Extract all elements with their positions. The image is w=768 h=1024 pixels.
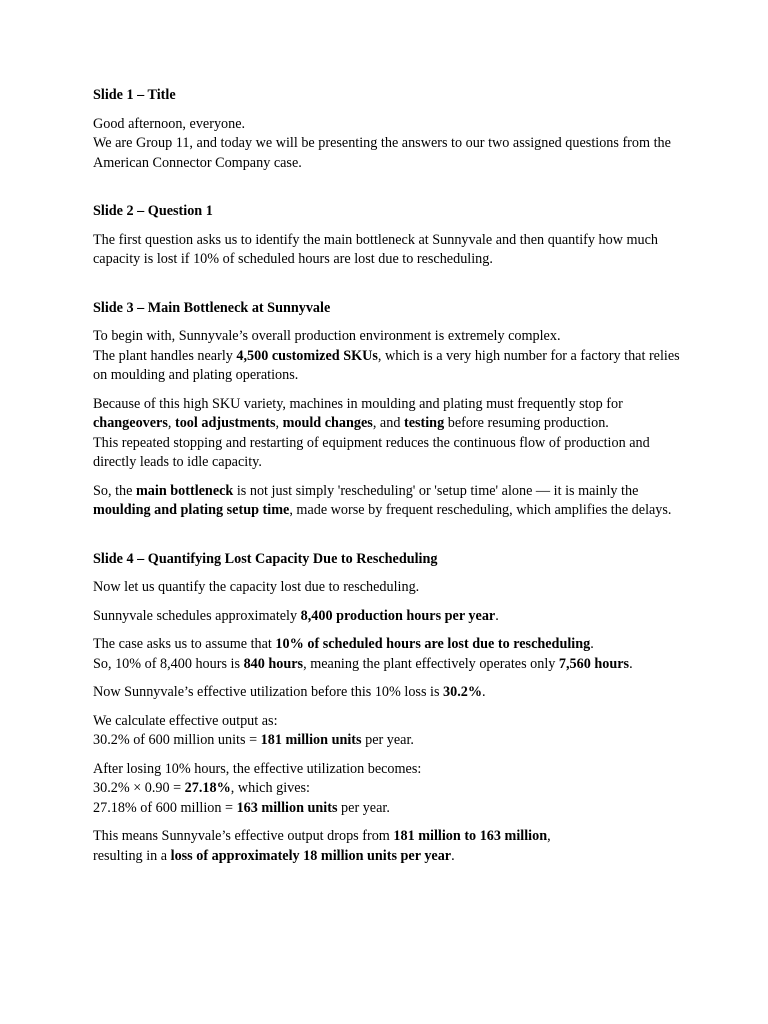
text-run: Now let us quantify the capacity lost due to rescheduling.: [93, 579, 420, 595]
text-run: Because of this high SKU variety, machines in moulding and plating must frequently stop for: [93, 395, 623, 412]
paragraph: [93, 395, 683, 473]
bold-text: mould changes: [282, 415, 373, 431]
bold-text: 4,500 customized SKUs: [236, 347, 378, 364]
text-run: resulting in a: [93, 847, 171, 864]
slide-section: [93, 202, 683, 270]
text-run: .: [482, 684, 486, 700]
paragraph: [93, 607, 683, 627]
paragraph: [93, 683, 683, 703]
text-line: [93, 482, 683, 521]
document-body: [93, 86, 683, 866]
text-run: per year.: [361, 732, 414, 748]
bold-text: 181 million to 163 million: [393, 828, 548, 844]
text-line: [93, 434, 683, 473]
paragraph: [93, 712, 683, 751]
paragraph: [93, 635, 683, 674]
bold-text: 10% of scheduled hours are lost due to rescheduling: [275, 636, 591, 652]
text-run: Good afternoon, everyone.: [93, 115, 246, 132]
bold-text: 30.2%: [443, 684, 483, 700]
text-run: .: [451, 847, 455, 864]
slide-heading: Slide 4 – Quantifying Lost Capacity Due to Rescheduling: [93, 550, 438, 567]
text-run: ,: [167, 415, 175, 431]
text-run: We are Group 11, and today we will be presenting the answers to our two assigned questions from the American Connector Company case.: [93, 135, 671, 171]
bold-text: 181 million units: [260, 732, 362, 748]
bold-text: 27.18%: [184, 780, 231, 796]
text-run: To begin with, Sunnyvale’s overall production environment is extremely complex.: [93, 328, 561, 344]
text-run: 27.18% of 600 million =: [93, 799, 237, 816]
text-line: [93, 395, 683, 434]
text-run: , meaning the plant effectively operates only: [303, 655, 559, 672]
text-run: , which is a very high number for a factory that relies on moulding and plating operations.: [93, 347, 680, 383]
text-line: [93, 827, 683, 847]
bold-text: testing: [403, 415, 445, 431]
text-run: , which gives:: [230, 780, 310, 796]
text-line: [93, 578, 683, 598]
text-line: [93, 327, 683, 347]
paragraph: [93, 482, 683, 521]
bold-text: changeovers: [93, 415, 168, 431]
text-run: The case asks us to assume that: [93, 636, 276, 652]
text-run: is not just simply 'rescheduling' or 'setup time' alone — it is mainly the: [233, 482, 639, 499]
bold-text: main bottleneck: [135, 482, 234, 499]
bold-text: 840 hours: [243, 655, 304, 672]
text-run: 30.2% × 0.90 =: [93, 780, 185, 796]
text-line: [93, 847, 683, 867]
text-run: The plant handles nearly: [93, 347, 237, 364]
text-run: This repeated stopping and restarting of equipment reduces the continuous flow of production and directly leads to idle capacity.: [93, 434, 650, 470]
paragraph: [93, 578, 683, 598]
text-run: Sunnyvale schedules approximately: [93, 607, 301, 624]
text-line: [93, 347, 683, 386]
bold-text: moulding and plating setup time: [93, 502, 290, 518]
text-line: [93, 779, 683, 799]
text-run: before resuming production.: [444, 415, 609, 431]
paragraph: [93, 115, 683, 174]
text-run: So, 10% of 8,400 hours is: [93, 655, 244, 672]
paragraph: [93, 231, 683, 270]
text-run: per year.: [337, 799, 390, 816]
text-run: .: [590, 636, 594, 652]
paragraph: [93, 327, 683, 386]
text-line: [93, 799, 683, 819]
text-run: Now Sunnyvale’s effective utilization before this 10% loss is: [93, 684, 444, 700]
text-line: [93, 607, 683, 627]
slide-heading: Slide 1 – Title: [93, 87, 176, 103]
text-run: ,: [275, 415, 283, 431]
text-line: [93, 683, 683, 703]
text-line: [93, 134, 683, 173]
bold-text: 8,400 production hours per year: [300, 607, 496, 624]
paragraph: [93, 760, 683, 819]
text-run: ,: [547, 828, 551, 844]
text-line: [93, 635, 683, 655]
text-line: [93, 731, 683, 751]
text-line: [93, 231, 683, 270]
text-run: So, the: [93, 482, 136, 499]
text-line: [93, 655, 683, 675]
text-run: This means Sunnyvale’s effective output drops from: [93, 828, 394, 844]
text-run: , and: [372, 415, 404, 431]
bold-text: tool adjustments: [174, 415, 276, 431]
bold-text: 7,560 hours: [558, 655, 630, 672]
slide-section: [93, 86, 683, 173]
bold-text: 163 million units: [236, 799, 338, 816]
bold-text: loss of approximately 18 million units per year: [170, 847, 452, 864]
text-line: [93, 712, 683, 732]
paragraph: [93, 827, 683, 866]
text-run: We calculate effective output as:: [93, 712, 278, 729]
text-run: .: [495, 607, 499, 624]
slide-heading: Slide 3 – Main Bottleneck at Sunnyvale: [93, 299, 331, 316]
text-run: , made worse by frequent rescheduling, which amplifies the delays.: [289, 502, 672, 518]
text-run: 30.2% of 600 million units =: [93, 732, 261, 748]
slide-section: [93, 299, 683, 521]
slide-heading: Slide 2 – Question 1: [93, 203, 213, 219]
slide-section: [93, 550, 683, 867]
text-run: The first question asks us to identify the main bottleneck at Sunnyvale and then quantify how much capacity is lost if 10% of scheduled hours are lost due to rescheduling.: [93, 231, 659, 267]
text-run: .: [629, 655, 633, 672]
text-run: After losing 10% hours, the effective utilization becomes:: [93, 760, 422, 777]
text-line: [93, 115, 683, 135]
text-line: [93, 760, 683, 780]
